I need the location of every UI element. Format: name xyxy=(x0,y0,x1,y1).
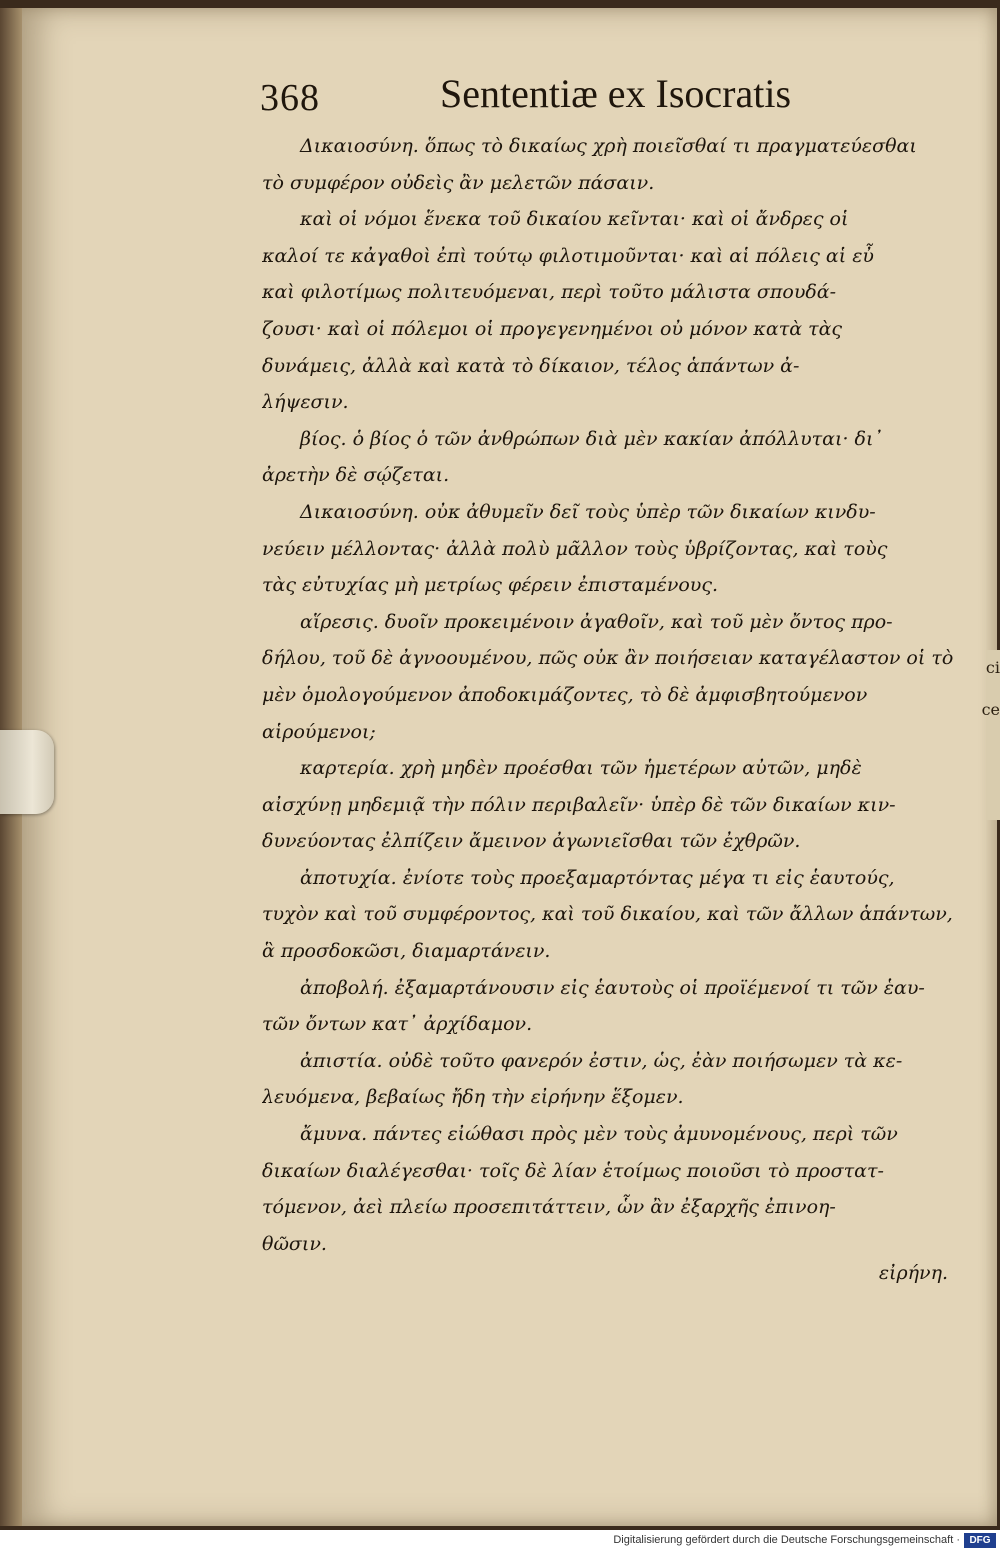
text-line: βίος. ὁ βίος ὁ τῶν ἀνθρώπων διὰ μὲν κακίαν ἀπόλλυται· δι᾽ xyxy=(300,427,883,450)
text-line: καρτερία. χρὴ μηδὲν προέσθαι τῶν ἡμετέρων αὐτῶν, μηδὲ xyxy=(300,757,862,780)
text-block xyxy=(262,128,957,1262)
text-line: ἀποβολή. ἐξαμαρτάνουσιν εἰς ἑαυτοὺς οἱ προϊέμενοί τι τῶν ἑαυ- xyxy=(300,976,925,999)
page-number: 368 xyxy=(260,77,320,119)
text-line: καὶ οἱ νόμοι ἕνεκα τοῦ δικαίου κεῖνται· καὶ οἱ ἄνδρες οἱ xyxy=(300,208,849,231)
text-line: τὰς εὐτυχίας μὴ μετρίως φέρειν ἐπισταμένους. xyxy=(262,574,719,597)
text-line: καλοί τε κἀγαθοὶ ἐπὶ τούτῳ φιλοτιμοῦνται· καὶ αἱ πόλεις αἱ εὖ xyxy=(262,244,874,267)
text-line: δικαίων διαλέγεσθαι· τοῖς δὲ λίαν ἑτοίμως ποιοῦσι τὸ προστατ- xyxy=(262,1159,884,1182)
text-line: δυνεύοντας ἐλπίζειν ἄμεινον ἀγωνιεῖσθαι τῶν ἐχθρῶν. xyxy=(262,830,801,853)
text-line: ἀποτυχία. ἐνίοτε τοὺς προεξαμαρτόντας μέγα τι εἰς ἑαυτούς, xyxy=(300,866,895,889)
text-line: τὸ συμφέρον οὐδεὶς ἂν μελετῶν πάσαιν. xyxy=(262,171,655,194)
edge-fragment: ce xyxy=(981,700,1000,719)
running-title: Sententiæ ex Isocratis xyxy=(440,71,792,116)
text-line: δυνάμεις, ἀλλὰ καὶ κατὰ τὸ δίκαιον, τέλος ἁπάντων ἀ- xyxy=(262,354,800,377)
text-line: ζουσι· καὶ οἱ πόλεμοι οἱ προγεγενημένοι οὐ μόνον κατὰ τὰς xyxy=(262,317,843,340)
text-line: τυχὸν καὶ τοῦ συμφέροντος, καὶ τοῦ δικαίου, καὶ τῶν ἄλλων ἁπάντων, xyxy=(262,903,953,926)
dfg-logo-icon: DFG xyxy=(964,1533,996,1548)
text-line: λευόμενα, βεβαίως ἤδη τὴν εἰρήνην ἕξομεν. xyxy=(262,1086,684,1109)
footer-bar xyxy=(0,1530,1000,1553)
text-line: ἀπιστία. οὐδὲ τοῦτο φανερόν ἐστιν, ὡς, ἐὰν ποιήσωμεν τὰ κε- xyxy=(300,1049,903,1072)
text-line: ἃ προσδοκῶσι, διαμαρτάνειν. xyxy=(262,940,551,963)
text-line: νεύειν μέλλοντας· ἀλλὰ πολὺ μᾶλλον τοὺς ὑβρίζοντας, καὶ τοὺς xyxy=(262,537,888,560)
text-line: Δικαιοσύνη. οὐκ ἀθυμεῖν δεῖ τοὺς ὑπὲρ τῶν δικαίων κινδυ- xyxy=(300,500,876,523)
text-line: Δικαιοσύνη. ὅπως τὸ δικαίως χρὴ ποιεῖσθαί τι πραγματεύεσθαι xyxy=(300,135,917,157)
text-line: μὲν ὁμολογούμενον ἀποδοκιμάζοντες, τὸ δὲ ἀμφισβητούμενον xyxy=(262,683,868,706)
text-line: αἰσχύνῃ μηδεμιᾷ τὴν πόλιν περιβαλεῖν· ὑπὲρ δὲ τῶν δικαίων κιν- xyxy=(262,793,896,816)
text-line: τῶν ὄντων κατ᾽ ἀρχίδαμον. xyxy=(262,1013,533,1036)
text-line: αἵρεσις. δυοῖν προκειμένοιν ἀγαθοῖν, καὶ τοῦ μὲν ὄντος προ- xyxy=(300,610,893,633)
next-page-edge xyxy=(981,650,1000,820)
text-line: θῶσιν. xyxy=(262,1232,327,1255)
edge-fragment: ci xyxy=(985,658,1000,677)
page-header xyxy=(260,70,820,124)
catchword: εἰρήνη. xyxy=(878,1262,948,1284)
text-line: ἄμυνα. πάντες εἰώθασι πρὸς μὲν τοὺς ἀμυνομένους, περὶ τῶν xyxy=(300,1123,898,1146)
text-line: ἀρετὴν δὲ σῴζεται. xyxy=(262,464,450,487)
text-line: τόμενον, ἀεὶ πλείω προσεπιτάττειν, ὧν ἂν ἐξαρχῆς ἐπινοη- xyxy=(262,1196,836,1219)
funding-credit: Digitalisierung gefördert durch die Deutsche Forschungsgemeinschaft · xyxy=(613,1534,960,1546)
text-line: δήλου, τοῦ δὲ ἀγνοουμένου, πῶς οὐκ ἂν ποιήσειαν καταγέλαστον οἱ τὸ xyxy=(262,647,954,670)
text-line: καὶ φιλοτίμως πολιτευόμεναι, περὶ τοῦτο μάλιστα σπουδά- xyxy=(262,281,837,304)
text-line: αἱρούμενοι; xyxy=(262,720,376,743)
text-line: λήψεσιν. xyxy=(262,391,349,414)
bookmark-tab xyxy=(0,730,54,814)
